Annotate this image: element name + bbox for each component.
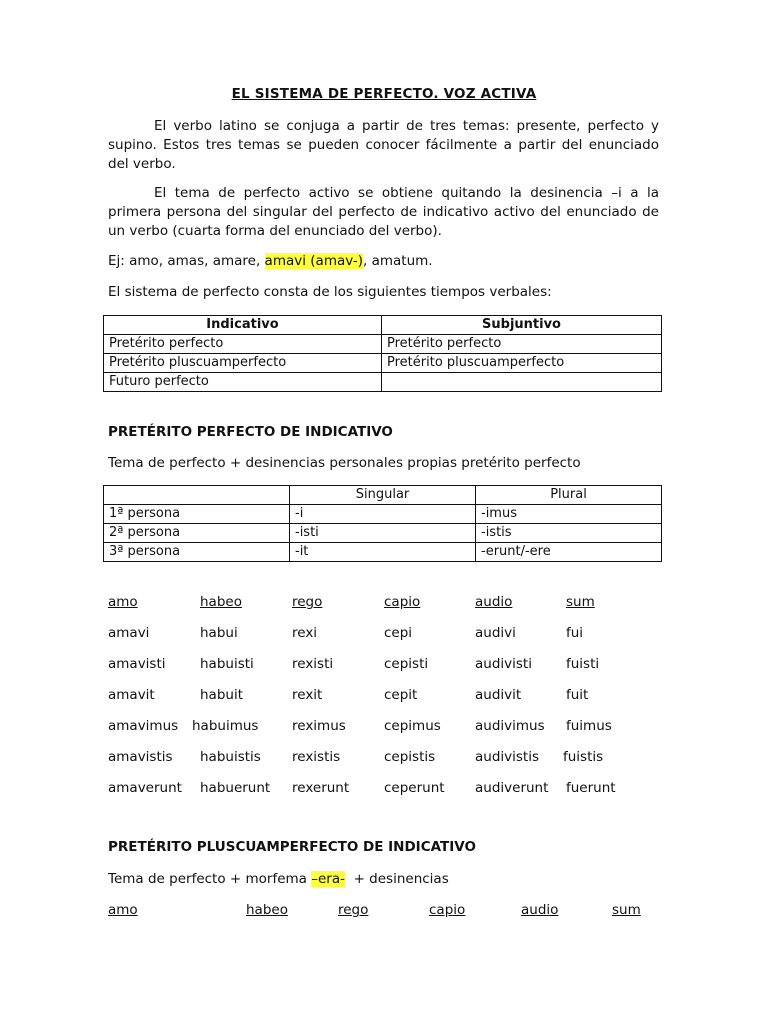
verb-header: audio [521,902,559,918]
conjugation-cell: audiverunt [475,780,549,796]
table-cell: -imus [476,505,662,524]
conjugation-cell: rexisti [292,656,334,672]
section1-intro: Tema de perfecto + desinencias personales propias pretérito perfecto [108,455,581,471]
conjugation-cell: rexistis [292,749,341,765]
conjugation-cell: audivisti [475,656,532,672]
conjugation-cell: habuimus [192,718,259,734]
conjugation-cell: fuit [566,687,589,703]
paragraph-tema-perfecto: El tema de perfecto activo se obtiene quitando la desinencia –i a la primera persona del singular del perfecto de indicativo activo del enunciado de un verbo (cuarta forma del enunciado del verbo). [108,185,659,239]
verb-header: habeo [200,594,242,610]
verb-header: sum [612,902,641,918]
conjugation-cell: cepisti [384,656,429,672]
table-cell: -it [290,543,476,562]
conjugation-cell: fuimus [566,718,612,734]
table-cell: Futuro perfecto [104,373,382,392]
conjugation-cell: ceperunt [384,780,445,796]
conjugation-cell: cepit [384,687,418,703]
section2-intro-before: Tema de perfecto + morfema [108,871,312,887]
conjugation-cell: audivit [475,687,522,703]
header-plural: Plural [476,486,662,505]
verb-header: capio [384,594,421,610]
section-heading-pluscuamperfecto: PRETÉRITO PLUSCUAMPERFECTO DE INDICATIVO [108,839,476,855]
table-cell: -istis [476,524,662,543]
table-row [104,373,662,392]
conjugation-cell: cepi [384,625,413,641]
verb-header: audio [475,594,513,610]
table-cell: Pretérito perfecto [104,335,382,354]
conjugation-cell: rexerunt [292,780,350,796]
section2-intro [108,871,449,887]
table-row [104,354,662,373]
table-row [104,524,662,543]
document-title: EL SISTEMA DE PERFECTO. VOZ ACTIVA [231,86,537,102]
conjugation-cell: fuisti [566,656,600,672]
verb-header: capio [429,902,466,918]
table-header-row [104,316,662,335]
conjugation-cell: audivistis [475,749,539,765]
verb-header: amo [108,594,138,610]
endings-table [103,485,662,562]
example-highlight: amavi (amav-) [264,253,364,269]
header-subjuntivo: Subjuntivo [382,316,662,335]
conjugation-cell: amavit [108,687,155,703]
conjugation-cell: amaverunt [108,780,182,796]
table-row [104,335,662,354]
conjugation-cell: cepimus [384,718,441,734]
table-cell: Pretérito perfecto [382,335,662,354]
header-empty [104,486,290,505]
conjugation-cell: amavimus [108,718,179,734]
header-indicativo: Indicativo [104,316,382,335]
conjugation-cell: reximus [292,718,346,734]
conjugation-cell: fuistis [563,749,604,765]
conjugation-cell: fui [566,625,584,641]
conjugation-cell: habuistis [200,749,261,765]
header-singular: Singular [290,486,476,505]
tenses-table [103,315,662,392]
table-cell: 2ª persona [104,524,290,543]
verb-header: sum [566,594,595,610]
conjugation-cell: cepistis [384,749,436,765]
table-cell [382,373,662,392]
table-row [104,505,662,524]
conjugation-cell: habuisti [200,656,254,672]
conjugation-cell: amavi [108,625,150,641]
table-cell: Pretérito pluscuamperfecto [382,354,662,373]
conjugation-cell: rexi [292,625,318,641]
verb-header: habeo [246,902,288,918]
section2-intro-after: + desinencias [344,871,449,887]
table-cell: 1ª persona [104,505,290,524]
example-text-after: , amatum. [363,253,433,269]
example-line [108,253,433,269]
conjugation-cell: fuerunt [566,780,616,796]
tenses-intro: El sistema de perfecto consta de los siguientes tiempos verbales: [108,284,552,300]
example-text-before: Ej: amo, amas, amare, [108,253,265,269]
section-heading-preterito-perfecto: PRETÉRITO PERFECTO DE INDICATIVO [108,424,393,440]
table-cell: -i [290,505,476,524]
verb-header: rego [338,902,369,918]
conjugation-cell: habuerunt [200,780,271,796]
table-row [104,543,662,562]
table-cell: -erunt/-ere [476,543,662,562]
table-cell: 3ª persona [104,543,290,562]
conjugation-cell: audivi [475,625,516,641]
paragraph-temas: El verbo latino se conjuga a partir de tres temas: presente, perfecto y supino. Estos tres temas se pueden conocer fácilmente a partir del enunciado del verbo. [108,118,659,172]
conjugation-cell: habuit [200,687,243,703]
table-cell: Pretérito pluscuamperfecto [104,354,382,373]
table-header-row [104,486,662,505]
conjugation-cell: amavistis [108,749,173,765]
verb-header: rego [292,594,323,610]
table-cell: -isti [290,524,476,543]
conjugation-cell: rexit [292,687,323,703]
morfema-highlight: –era- [311,871,345,887]
verb-header: amo [108,902,138,918]
conjugation-cell: habui [200,625,238,641]
conjugation-cell: audivimus [475,718,545,734]
conjugation-cell: amavisti [108,656,166,672]
